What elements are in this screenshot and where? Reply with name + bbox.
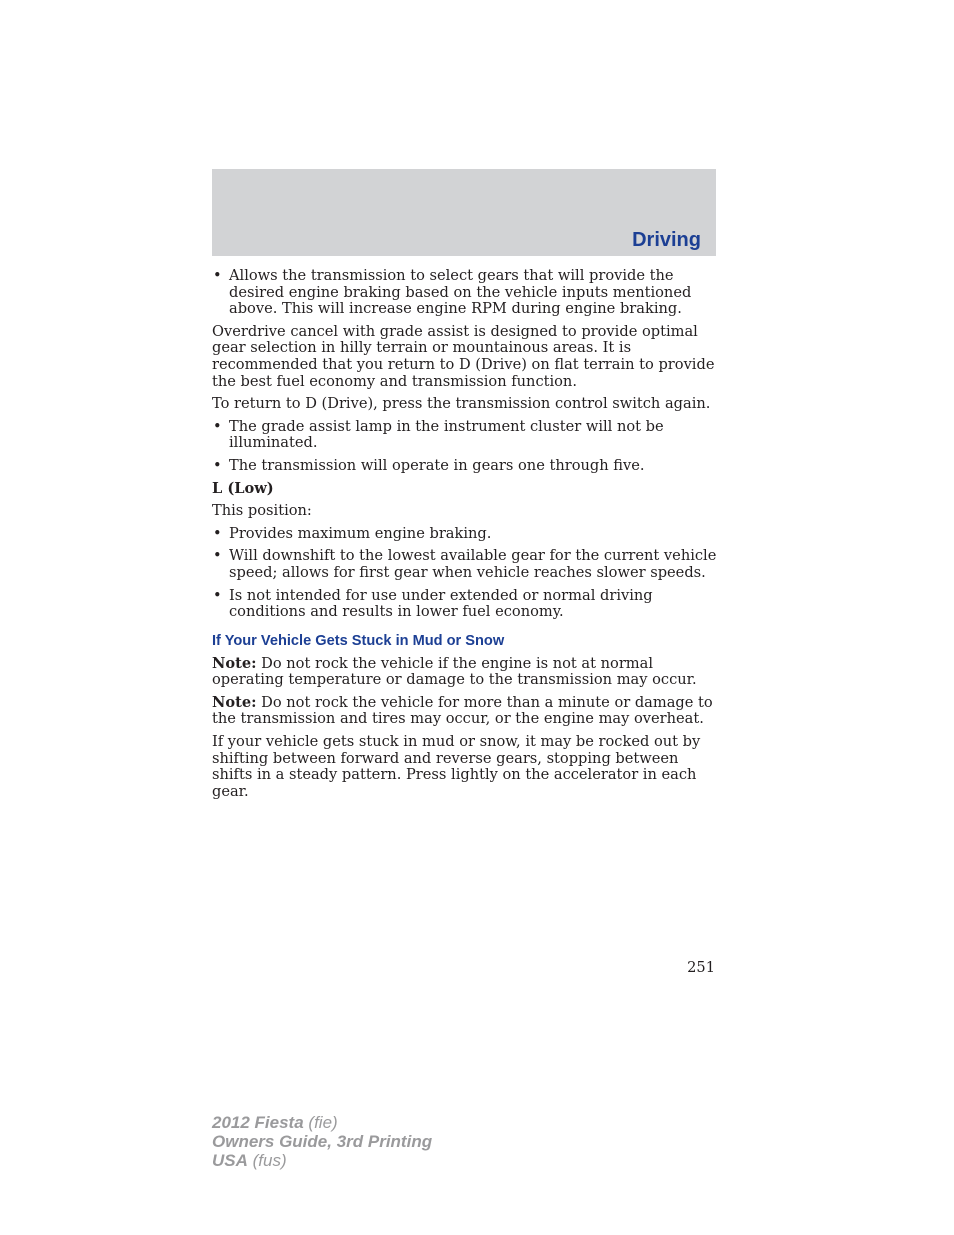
footer-market-code: (fus) xyxy=(247,1151,287,1170)
list-item-text: Allows the transmission to select gears that will provide the desired engine braking based on the vehicle inputs mentioned above. This will increase engine RPM during engine braking. xyxy=(229,267,692,318)
list-item-text: Will downshift to the lowest available gear for the current vehicle speed; allows for first gear when vehicle reaches slower speeds. xyxy=(229,547,717,581)
section-header-band xyxy=(212,169,716,256)
note-text: Do not rock the vehicle for more than a minute or damage to the transmission and tires may occur, or the engine may overheat. xyxy=(212,693,713,728)
bullet-list-low-gear xyxy=(212,526,718,621)
bullet-marker: • xyxy=(213,267,222,284)
list-item xyxy=(212,588,718,621)
bullet-marker: • xyxy=(213,456,222,474)
note-paragraph xyxy=(212,695,718,728)
list-item-text: The grade assist lamp in the instrument cluster will not be illuminated. xyxy=(229,417,664,452)
note-text: Do not rock the vehicle if the engine is not at normal operating temperature or damage to the transmission may occur. xyxy=(212,654,697,689)
paragraph-return-to-drive: To return to D (Drive), press the transmission control switch again. xyxy=(212,395,711,413)
list-item xyxy=(212,419,718,452)
bullet-marker: • xyxy=(213,586,222,604)
note-label: Note: xyxy=(212,693,257,711)
bullet-marker: • xyxy=(213,547,222,565)
stuck-in-mud-heading: If Your Vehicle Gets Stuck in Mud or Snow xyxy=(212,632,505,649)
footer-guide-title: Owners Guide, 3rd Printing xyxy=(212,1132,433,1151)
bullet-marker: • xyxy=(213,524,222,542)
list-item-text: Provides maximum engine braking. xyxy=(229,524,492,542)
section-title: Driving xyxy=(632,229,701,251)
list-item xyxy=(212,268,718,318)
bullet-list-engine-braking xyxy=(212,268,718,318)
page-number: 251 xyxy=(687,959,715,976)
list-item xyxy=(212,458,718,475)
list-item-text: Is not intended for use under extended or normal driving conditions and results in lower fuel economy. xyxy=(229,586,653,621)
bullet-list-return-effects xyxy=(212,419,718,475)
footer-model-code: (fie) xyxy=(303,1113,338,1132)
paragraph-stuck-instructions: If your vehicle gets stuck in mud or snow, it may be rocked out by shifting between forward and reverse gears, stopping between shifts in a steady pattern. Press lightly on the accelerator in each gear. xyxy=(212,733,701,800)
list-item-text: The transmission will operate in gears one through five. xyxy=(229,456,645,474)
low-gear-heading: L (Low) xyxy=(212,479,274,497)
footer-market-name: USA xyxy=(212,1151,248,1170)
footer-line-guide xyxy=(212,1132,432,1151)
list-item xyxy=(212,548,718,581)
note-label: Note: xyxy=(212,654,257,672)
footer-model-name: 2012 Fiesta xyxy=(212,1113,304,1132)
low-gear-intro: This position: xyxy=(212,502,312,520)
paragraph-overdrive-cancel: Overdrive cancel with grade assist is designed to provide optimal gear selection in hilly terrain or mountainous areas. It is recommended that you return to D (Drive) on flat terrain to provide the best fuel economy and transmission function. xyxy=(212,322,715,390)
bullet-marker: • xyxy=(213,417,222,435)
note-paragraph xyxy=(212,656,718,689)
footer-line-market xyxy=(212,1151,432,1170)
list-item xyxy=(212,526,718,543)
footer-line-model xyxy=(212,1113,432,1132)
document-footer xyxy=(212,1113,432,1170)
page-content xyxy=(212,268,718,806)
